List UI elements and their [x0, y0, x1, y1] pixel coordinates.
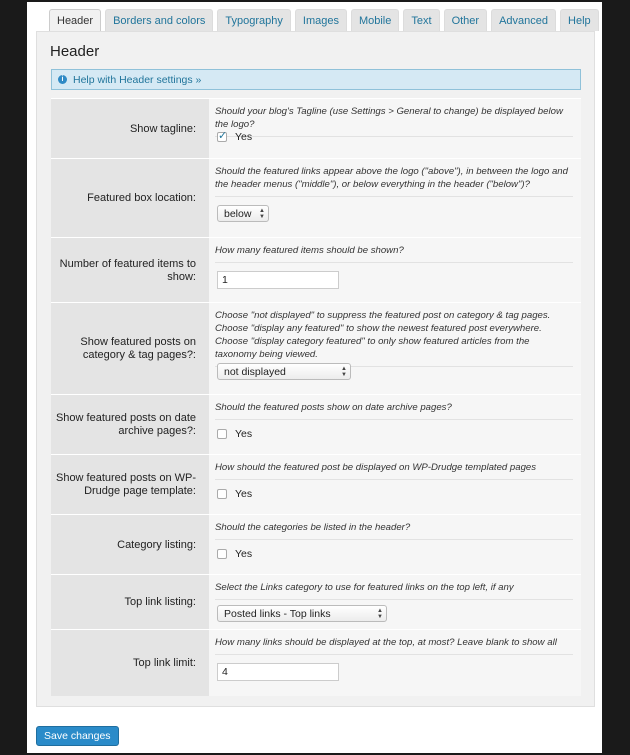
option-label: Show tagline: [51, 99, 209, 159]
tab-borders-and-colors[interactable]: Borders and colors [105, 9, 213, 31]
panel-title: Header [50, 43, 100, 60]
option-field [209, 395, 581, 455]
option-row-category-listing [51, 514, 581, 575]
checkbox-box[interactable] [217, 132, 227, 142]
tab-header[interactable]: Header [49, 9, 101, 33]
option-row-show-tagline [51, 98, 581, 159]
option-label: Show featured posts on date archive pages?: [51, 395, 209, 455]
option-row-featured-count [51, 237, 581, 303]
option-field [209, 630, 581, 696]
option-row-top-link-limit [51, 629, 581, 696]
option-row-featured-category-pages [51, 302, 581, 395]
tab-advanced[interactable]: Advanced [491, 9, 556, 31]
option-label: Show featured posts on category & tag pages?: [51, 303, 209, 395]
tab-images[interactable]: Images [295, 9, 347, 31]
option-field [209, 99, 581, 159]
option-description: How should the featured post be displayed on WP-Drudge templated pages [215, 461, 573, 480]
option-label: Top link limit: [51, 630, 209, 696]
checkbox-box[interactable] [217, 489, 227, 499]
select-arrows-icon: ▲ ▼ [341, 366, 347, 378]
option-description: Select the Links category to use for featured links on the top left, if any [215, 581, 573, 600]
checkbox-label: Yes [235, 548, 253, 560]
select-arrows-icon: ▲ ▼ [259, 208, 265, 220]
option-description: How many links should be displayed at the top, at most? Leave blank to show all [215, 636, 573, 655]
tab-help[interactable]: Help [560, 9, 599, 31]
top-link-select[interactable] [217, 605, 387, 622]
option-description: Should your blog's Tagline (use Settings > General to change) be displayed below the logo? [215, 105, 573, 137]
option-label: Number of featured items to show: [51, 238, 209, 303]
checkbox-box[interactable] [217, 549, 227, 559]
option-field [209, 455, 581, 515]
tab-other[interactable]: Other [444, 9, 488, 31]
checkbox-label: Yes [235, 131, 253, 143]
option-description: Choose "not displayed" to suppress the featured post on category & tag pages. Choose "display any featured" to show the newest featured post everywhere. Choose "display category featured" to only show featured articles from the taxonomy being viewed. [215, 309, 573, 367]
featured-category-select[interactable] [217, 363, 351, 380]
date-archive-checkbox[interactable] [217, 428, 252, 440]
settings-panel [36, 31, 595, 707]
select-value: Posted links - Top links [224, 607, 331, 620]
checkbox-label: Yes [235, 428, 253, 440]
option-row-featured-date-archive [51, 394, 581, 455]
option-description: How many featured items should be shown? [215, 244, 573, 263]
option-row-featured-wp-drudge [51, 454, 581, 515]
tab-typography[interactable]: Typography [217, 9, 290, 31]
help-link-bar[interactable] [51, 69, 581, 90]
save-changes-button[interactable]: Save changes [36, 726, 119, 746]
checkbox-label: Yes [235, 488, 253, 500]
info-icon: i [58, 75, 67, 84]
option-label: Show featured posts on WP-Drudge page template: [51, 455, 209, 515]
category-listing-checkbox[interactable] [217, 548, 252, 560]
settings-page [27, 2, 602, 753]
featured-count-input[interactable] [217, 271, 339, 289]
option-row-top-link-listing [51, 574, 581, 630]
option-description: Should the featured posts show on date archive pages? [215, 401, 573, 420]
select-arrows-icon: ▲ ▼ [377, 608, 383, 620]
tab-text[interactable]: Text [403, 9, 439, 31]
option-field [209, 238, 581, 303]
wp-drudge-checkbox[interactable] [217, 488, 252, 500]
option-description: Should the categories be listed in the header? [215, 521, 573, 540]
top-link-limit-input[interactable] [217, 663, 339, 681]
option-label: Category listing: [51, 515, 209, 575]
tagline-checkbox[interactable] [217, 131, 252, 143]
option-description: Should the featured links appear above the logo ("above"), in between the logo and the header menus ("middle"), or below everything in the header ("below")? [215, 165, 573, 197]
tab-bar [49, 9, 599, 32]
option-label: Featured box location: [51, 159, 209, 238]
option-field [209, 159, 581, 238]
option-field [209, 303, 581, 395]
featured-location-select[interactable] [217, 205, 269, 222]
checkbox-box[interactable] [217, 429, 227, 439]
option-field [209, 515, 581, 575]
select-value: below [224, 207, 252, 220]
option-label: Top link listing: [51, 575, 209, 630]
tab-mobile[interactable]: Mobile [351, 9, 399, 31]
select-value: not displayed [224, 365, 286, 378]
checkmark-icon: ✓ [218, 130, 228, 142]
option-field [209, 575, 581, 630]
option-row-featured-box-location [51, 158, 581, 238]
help-link-text[interactable]: Help with Header settings » [73, 73, 202, 86]
